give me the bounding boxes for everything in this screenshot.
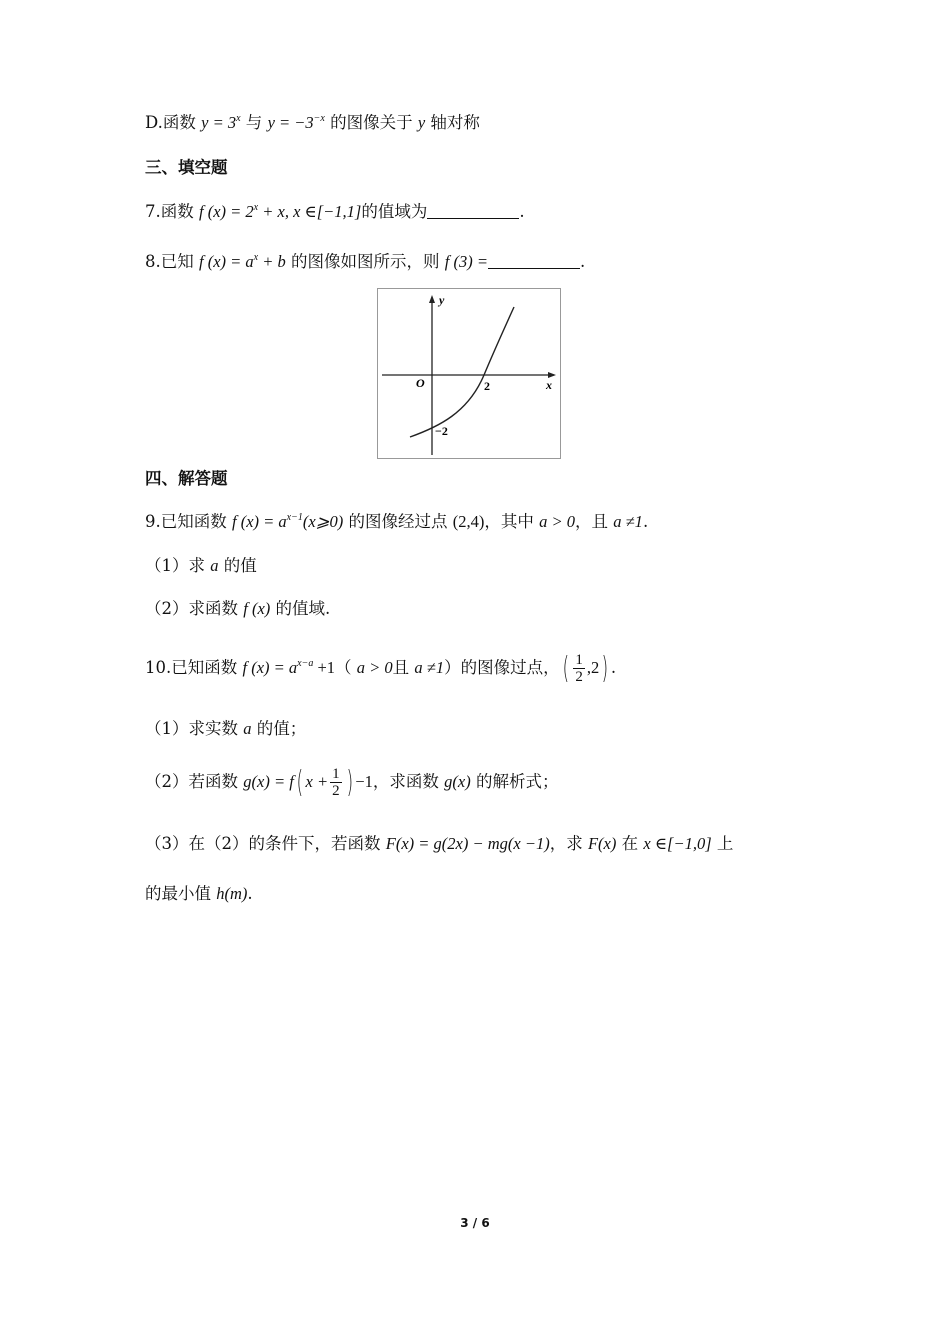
question-9-part-1: （1）求 a 的值 [145,556,257,575]
origin-label: O [416,376,425,390]
answer-blank[interactable] [488,253,580,269]
question-10-part-3-continued: 的最小值 h(m). [145,884,253,903]
y-axis-label: y [439,293,445,307]
question-9-part-2: （2）求函数 f (x) 的值域. [145,599,331,618]
question-10-part-3: （3）在（2）的条件下，若函数 F(x) = g(2x) − mg(x −1)，求 F(x) 在 x ∈[−1,0] 上 [145,834,734,853]
answer-blank[interactable] [427,203,519,219]
question-10-part-1: （1）求实数 a 的值； [145,719,307,738]
section-heading-fill-in: 三、填空题 [145,158,228,177]
question-7: 7.函数 f $(x) = 2^x + x$, x ∈[−1,1]的值域为 . [145,202,525,221]
x-tick-label: 2 [484,379,490,393]
x-axis-label: x [546,378,552,392]
question-9: 9.已知函数 f $(x) = a^{x-1}(x⩾0)$ 的图像经过点 (2,4)，其中 a > 0，且 a ≠1. [145,512,649,531]
question-10: 10.已知函数 f $(x) = a^{x-a} +1$（ a > 0且 a ≠1）的图像过点，( $\frac{1}{2}$ ,2) . [145,650,617,686]
page-number: 3 / 6 [460,1216,490,1230]
graph-svg [378,289,560,458]
fraction: $\frac{1}{2}$ [332,766,340,799]
exponential-graph-figure [377,288,561,459]
curve [410,307,514,437]
question-8: 8.已知 f $(x) = a^x + b$ 的图像如图所示，则 f (3) = . [145,252,586,271]
y-tick-label: −2 [435,424,448,438]
section-heading-solutions: 四、解答题 [145,469,228,488]
question-10-part-2: （2）若函数 g(x) = f( x + $\frac{1}{2}$ ) −1，求函数 g(x) 的解析式； [145,764,559,800]
fraction: $\frac{1}{2}$ [575,652,583,685]
option-d: D.函数 $y = 3^x$ 与 $y = -3^{-x}$ 的图像关于 y 轴对称 [145,113,480,132]
y-axis-arrow [429,295,435,303]
